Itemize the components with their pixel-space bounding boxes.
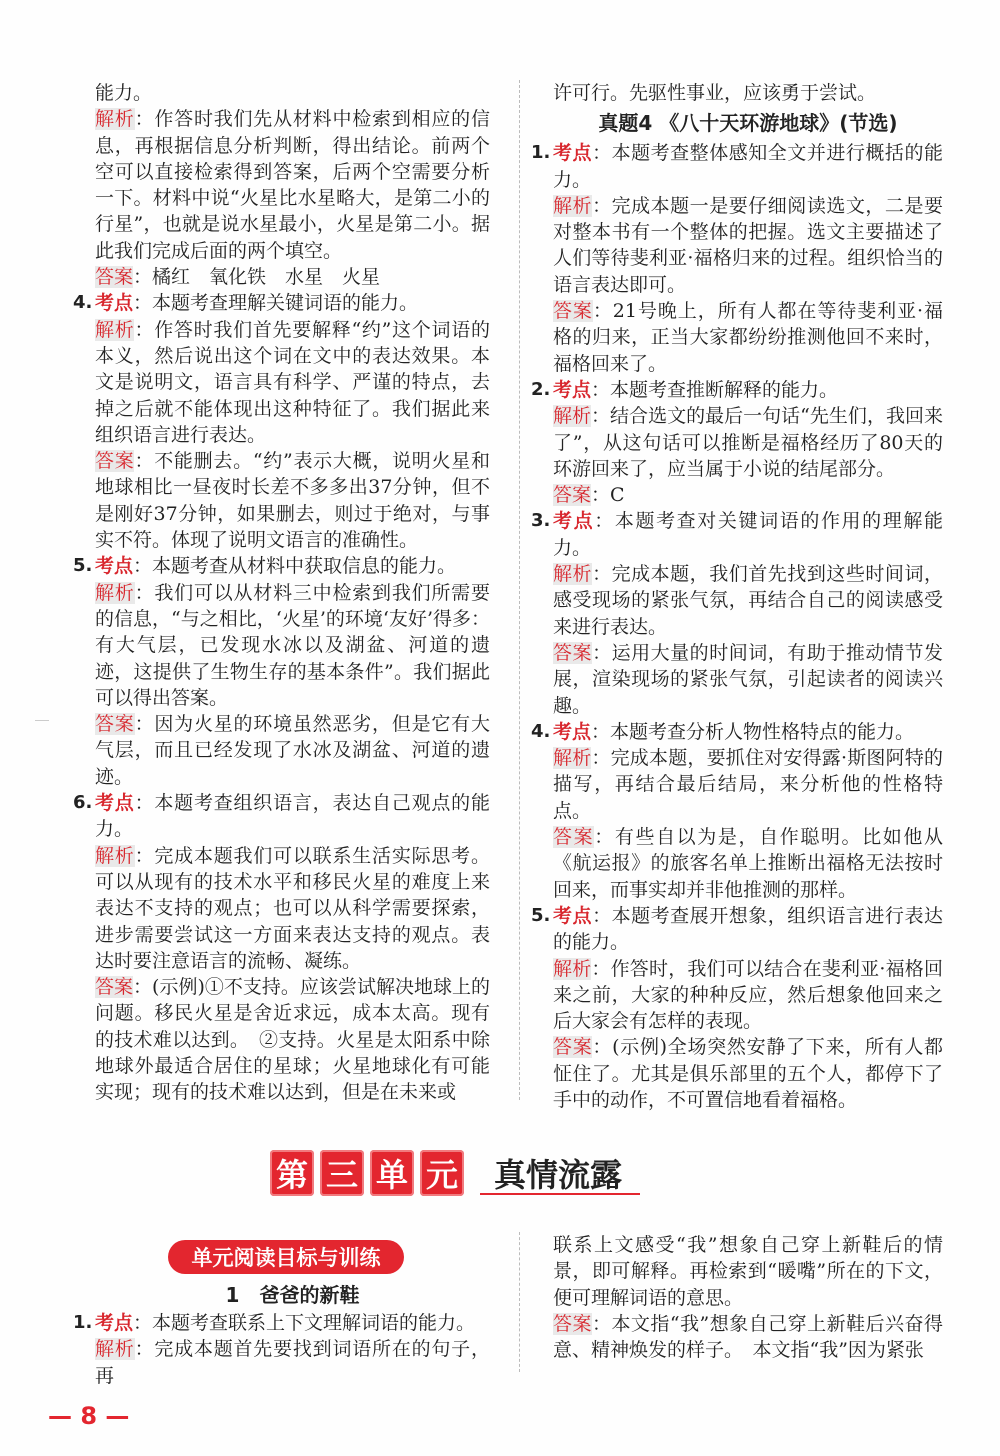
answer-label: 答案: [553, 826, 595, 849]
question-item: 1. 考点：本题考查整体感知全文并进行概括的能力。 解析：完成本题一是要仔细阅读选文，二是要对整本书有一个整体的把握。选文主要描述了人们等待斐利亚·福格归来的过程。组织恰当的语言表达即可。 答案：21号晚上，所有人都在等待斐利亚·福格的归来，正当大家都纷纷推测他回不来时，福格回来了。: [531, 142, 943, 375]
analysis-label: 解析: [95, 844, 135, 867]
banner-underline: [480, 1193, 640, 1195]
answer-label: 答案: [553, 1036, 593, 1059]
key-point-label: 考点: [553, 720, 592, 743]
unit-char: 元: [420, 1150, 464, 1196]
key-point-label: 考点: [553, 904, 593, 927]
question-number: 5.: [73, 555, 93, 577]
question-number: 1.: [531, 142, 551, 164]
analysis-label: 解析: [553, 194, 593, 217]
continued-text: 能力。: [95, 82, 153, 104]
analysis-label: 解析: [553, 957, 592, 980]
question-item: 5. 考点：本题考查从材料中获取信息的能力。 解析：我们可以从材料三中检索到我们所需要的信息，“与之相比，‘火星’的环境‘友好’得多：有大气层，已发现水冰以及湖盆、河道的遗迹，这提供了生物生存的基本条件”。我们据此可以得出答案。 答案：因为火星的环境虽然恶劣，但是它有大气层，而且已经发现了水冰及湖盆、河道的遗迹。: [73, 555, 490, 788]
answer-label: 答案: [553, 641, 593, 664]
answer-label: 答案: [95, 976, 134, 999]
continued-analysis: 解析：作答时我们先从材料中检索到相应的信息，再根据信息分析判断，得出结论。前两个空可以直接检索得到答案，后两个空需要分析一下。材料中说“火星比水星略大，是第二小的行星”，也就是说水星最小，火星是第二小。据此我们完成后面的两个填空。: [95, 108, 490, 262]
question-number: 4.: [531, 720, 551, 742]
continued-answer: 答案：橘红 氧化铁 水星 火星: [95, 266, 381, 289]
question-number: 5.: [531, 904, 551, 926]
answer-label: 答案: [95, 713, 135, 736]
analysis-label: 解析: [95, 318, 135, 341]
unit-char: 三: [320, 1150, 364, 1196]
bottom-left-column: [73, 1310, 490, 1389]
question-number: 3.: [531, 510, 551, 532]
analysis-label: 解析: [95, 581, 135, 604]
question-number: 2.: [531, 378, 551, 400]
key-point-label: 考点: [95, 555, 134, 578]
left-column: [73, 80, 490, 1106]
key-point-label: 考点: [95, 1312, 134, 1334]
question-item: 4. 考点：本题考查分析人物性格特点的能力。 解析：完成本题，要抓住对安得露·斯图阿特的描写，再结合最后结局，来分析他的性格特点。 答案：有些自以为是，自作聪明。比如他从《航运报》的旅客名单上推断出福格无法按时回来，而事实却并非他推测的那样。: [531, 720, 943, 901]
key-point-label: 考点: [553, 378, 592, 401]
answer-label: 答案: [95, 266, 134, 289]
question-item: 3. 考点：本题考查对关键词语的作用的理解能力。 解析：完成本题，我们首先找到这些时间词，感受现场的紧张气氛，再结合自己的阅读感受来进行表达。 答案：运用大量的时间词，有助于推动情节发展，渲染现场的紧张气氛，引起读者的阅读兴趣。: [531, 510, 943, 717]
question-number: 1.: [73, 1312, 93, 1333]
question-item: 5. 考点：本题考查展开想象，组织语言进行表达的能力。 解析：作答时，我们可以结合在斐利亚·福格回来之前，大家的种种反应，然后想象他回来之后大家会有怎样的表现。 答案：(示例)全场突然安静了下来，所有人都怔住了。尤其是俱乐部里的五个人，都停下了手中的动作，不可置信地看着福格。: [531, 904, 943, 1111]
analysis-label: 解析: [95, 108, 135, 131]
key-point-label: 考点: [95, 792, 135, 815]
answer-label: 答案: [95, 450, 135, 473]
right-column: [531, 80, 943, 1113]
bottom-right-column: 联系上文感受“我”想象自己穿上新鞋后的情景，即可解释。再检索到“暖嘴”所在的下文，便可理解词语的意思。 答案：本文指“我”想象自己穿上新鞋后兴奋得意、精神焕发的样子。 本文指“我”因为紧张: [553, 1234, 943, 1362]
answer-label: 答案: [553, 484, 592, 507]
column-divider: [519, 80, 520, 1100]
answer-label: 答案: [553, 1312, 592, 1335]
page-number: — 8 —: [48, 1402, 130, 1430]
column-divider: [519, 1232, 520, 1372]
section-badge: 单元阅读目标与训练: [168, 1240, 404, 1274]
analysis-label: 解析: [553, 747, 592, 770]
question-number: 4.: [73, 292, 93, 314]
analysis-label: 解析: [553, 405, 592, 428]
section-title: 真题4 《八十天环游地球》(节选): [598, 111, 898, 136]
unit-char: 第: [270, 1150, 314, 1196]
question-number: 6.: [73, 792, 93, 814]
question-item: 6. 考点：本题考查组织语言，表达自己观点的能力。 解析：完成本题我们可以联系生活实际思考。可以从现有的技术水平和移民火星的难度上来表达不支持的观点；也可以从科学需要探索，进步需要尝试这一方面来表达支持的观点。表达时要注意语言的流畅、凝练。 答案：(示例)①不支持。应该尝试解决地球上的问题。移民火星是舍近求远，成本太高。现有的技术难以达到。 ②支持。火星是太阳系中除地球外最适合居住的星球；火星地球化有可能实现；现有的技术难以达到，但是在未来或: [73, 792, 490, 1104]
unit-char: 单: [370, 1150, 414, 1196]
key-point-label: 考点: [553, 142, 593, 165]
question-item: 4. 考点：本题考查理解关键词语的能力。 解析：作答时我们首先要解释“约”这个词语的本义，然后说出这个词在文中的表达效果。本文是说明文，语言具有科学、严谨的特点，去掉之后就不能体现出这种特征了。我们据此来组织语言进行表达。 答案：不能删去。“约”表示大概，说明火星和地球相比一昼夜时长差不多多出37分钟，但不是刚好37分钟，如果删去，则过于绝对，与事实不符。体现了说明文语言的准确性。: [73, 292, 490, 552]
unit-banner: [270, 1148, 622, 1198]
continued-text: 许可行。先驱性事业，应该勇于尝试。: [553, 82, 877, 104]
lesson-title: 1 爸爸的新鞋: [225, 1283, 360, 1307]
key-point-label: 考点: [95, 292, 134, 315]
analysis-label: 解析: [553, 563, 593, 586]
answer-label: 答案: [553, 300, 593, 323]
question-item: 1. 考点：本题考查联系上下文理解词语的能力。 解析：完成本题首先要找到词语所在的句子，再: [73, 1312, 490, 1387]
unit-label: [270, 1150, 464, 1196]
analysis-label: 解析: [95, 1338, 135, 1361]
question-item: 2. 考点：本题考查推断解释的能力。 解析：结合选文的最后一句话“先生们，我回来了”，从这句话可以推断是福格经历了80天的环游回来了，应当属于小说的结尾部分。 答案：C: [531, 378, 943, 507]
key-point-label: 考点: [553, 510, 595, 533]
margin-mark: [35, 720, 49, 721]
unit-title: 真情流露: [494, 1156, 623, 1194]
continued-text: 联系上文感受“我”想象自己穿上新鞋后的情景，即可解释。再检索到“暖嘴”所在的下文，便可理解词语的意思。: [553, 1234, 943, 1309]
